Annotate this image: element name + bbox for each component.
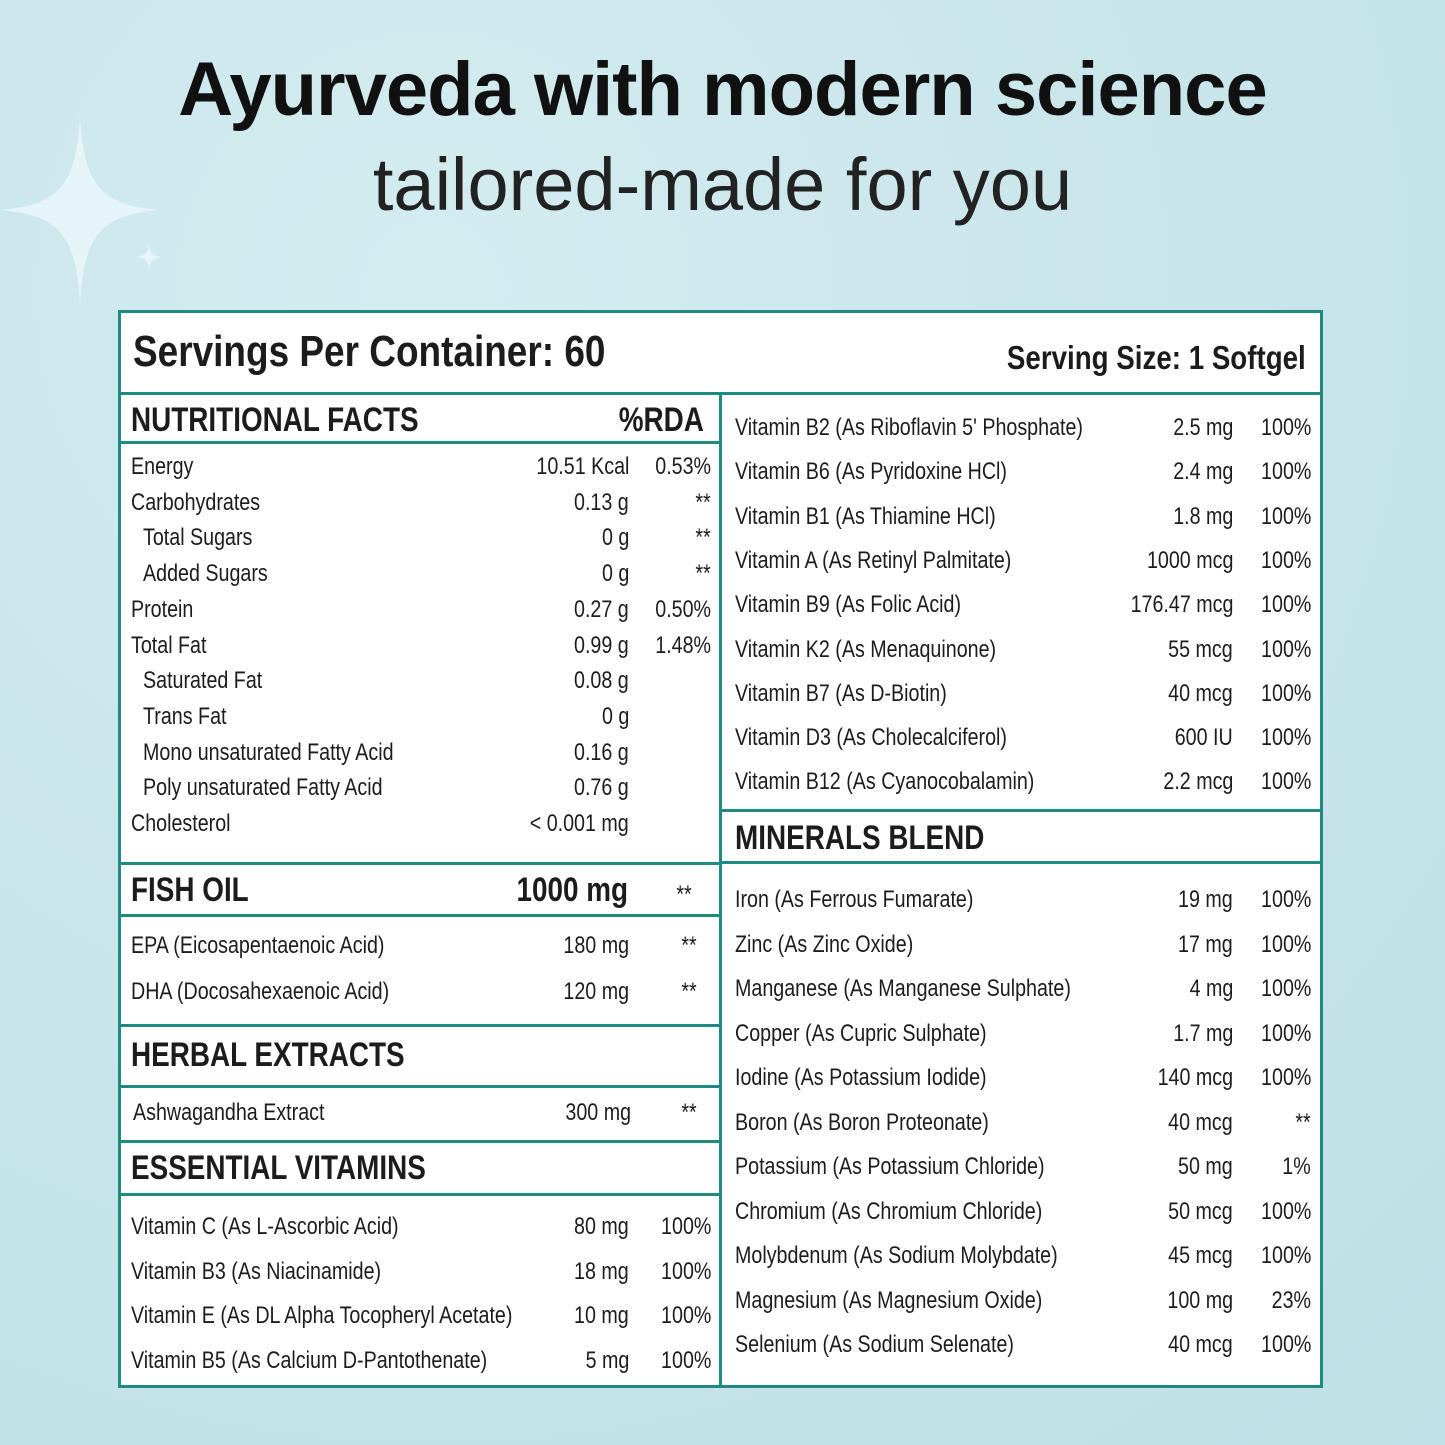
row-amount: 55 mcg [1168,635,1233,663]
row-amount: 10.51 Kcal [535,453,629,480]
row-amount: 2.5 mg [1172,414,1233,441]
table-row [131,524,711,560]
row-rda: 23% [1271,1286,1311,1314]
divider [121,1140,719,1143]
row-rda: 100% [1260,679,1311,707]
row-name: Protein [131,595,194,623]
row-name: Mono unsaturated Fatty Acid [143,738,394,766]
sparkle-small-icon [136,244,162,270]
row-amount: 120 mg [563,978,629,1005]
row-amount: 0.16 g [574,738,629,766]
row-rda: 100% [1260,635,1311,663]
table-row [131,739,711,775]
row-name: Saturated Fat [143,667,263,695]
supplement-facts-panel [118,310,1323,1388]
row-name: Vitamin B3 (As Niacinamide) [131,1257,382,1285]
serving-size: Serving Size: 1 Softgel [1007,339,1306,376]
servings-per-container: Servings Per Container: 60 [133,327,606,376]
table-row [735,768,1311,804]
row-name: Ashwagandha Extract [133,1099,325,1126]
table-row [131,1302,711,1338]
row-amount: 80 mg [574,1213,629,1240]
row-amount: 50 mcg [1168,1197,1233,1225]
table-row [131,489,711,525]
row-amount: 40 mcg [1168,1108,1233,1136]
table-row [735,724,1311,760]
divider [121,1024,719,1027]
row-rda: 100% [1260,1019,1311,1047]
divider [121,441,719,444]
table-row [131,978,711,1014]
table-row [735,636,1311,672]
table-row [735,1020,1311,1056]
table-row [131,810,711,846]
row-name: Vitamin B6 (As Pyridoxine HCl) [735,458,1007,486]
row-amount: 140 mcg [1157,1064,1233,1091]
table-row [735,680,1311,716]
column-divider [719,395,722,1388]
row-rda: 100% [1260,886,1311,913]
row-rda: 1% [1282,1153,1311,1180]
table-row [735,886,1311,922]
divider [722,809,1323,812]
table-row [131,596,711,632]
row-rda: 100% [1260,930,1311,958]
row-amount: < 0.001 mg [529,810,629,837]
row-rda: 100% [1260,1197,1311,1225]
row-amount: 2.2 mcg [1162,768,1233,796]
row-name: Zinc (As Zinc Oxide) [735,930,914,958]
row-rda: 100% [1260,724,1311,752]
row-name: Vitamin E (As DL Alpha Tocopheryl Acetate) [131,1302,513,1330]
row-name: Iron (As Ferrous Fumarate) [735,886,974,913]
row-name: Manganese (As Manganese Sulphate) [735,975,1071,1002]
row-name: Vitamin C (As L-Ascorbic Acid) [131,1213,399,1240]
row-amount: 2.4 mg [1172,458,1233,486]
table-row [131,932,711,968]
row-amount: 0 g [601,560,629,588]
row-amount: 5 mg [585,1347,629,1375]
row-name: Poly unsaturated Fatty Acid [143,774,383,802]
divider [121,1085,719,1088]
table-row [735,1198,1311,1234]
row-rda: 100% [1260,768,1311,796]
table-row [735,1242,1311,1278]
subheadline: tailored-made for you [372,143,1073,226]
divider [121,862,719,865]
table-row [735,1064,1311,1100]
table-row [131,1347,711,1383]
row-amount: 45 mcg [1168,1242,1233,1269]
row-name: Vitamin B7 (As D-Biotin) [735,679,947,707]
row-amount: 0.13 g [574,488,629,516]
table-row [131,1258,711,1294]
row-amount: 1.8 mg [1172,502,1233,530]
table-row [735,1109,1311,1145]
row-name: Carbohydrates [131,488,261,516]
table-row [131,703,711,739]
table-row [131,632,711,668]
row-amount: 50 mg [1178,1153,1233,1180]
row-amount: 600 IU [1175,724,1233,752]
row-rda: 0.53% [655,453,711,480]
row-amount: 19 mg [1178,886,1233,913]
herbal-extracts-title: HERBAL EXTRACTS [131,1036,405,1074]
row-name: Vitamin K2 (As Menaquinone) [735,635,997,663]
nutritional-facts-title: NUTRITIONAL FACTS [131,401,419,439]
table-row [735,931,1311,967]
row-name: Added Sugars [143,560,268,588]
table-row [735,1331,1311,1367]
divider [121,914,719,917]
table-row [735,458,1311,494]
row-rda: 100% [660,1213,711,1240]
row-name: Chromium (As Chromium Chloride) [735,1197,1043,1225]
row-rda: 100% [1260,458,1311,486]
row-name: Vitamin B2 (As Riboflavin 5' Phosphate) [735,414,1083,441]
row-amount: 18 mg [574,1257,629,1285]
row-amount: 0.27 g [574,595,629,623]
row-amount: 0.76 g [574,774,629,802]
row-rda: ** [695,560,711,588]
row-name: Magnesium (As Magnesium Oxide) [735,1286,1043,1314]
headline: Ayurveda with modern science [178,47,1267,132]
row-name: Cholesterol [131,810,231,837]
row-rda: 0.50% [655,595,711,623]
minerals-blend-title: MINERALS BLEND [735,819,985,857]
table-row [735,1287,1311,1323]
row-rda: 100% [1260,502,1311,530]
row-rda: ** [1295,1108,1311,1136]
row-name: Vitamin B1 (As Thiamine HCl) [735,502,996,530]
row-name: Vitamin B9 (As Folic Acid) [735,591,962,619]
row-amount: 0 g [601,524,629,552]
row-rda: 100% [1260,975,1311,1002]
row-rda: 100% [660,1302,711,1330]
row-name: EPA (Eicosapentaenoic Acid) [131,932,385,959]
essential-vitamins-title: ESSENTIAL VITAMINS [131,1149,426,1187]
row-amount: 1.7 mg [1172,1019,1233,1047]
row-name: Total Sugars [143,524,253,552]
table-row [131,560,711,596]
divider [121,1193,719,1196]
table-row [735,591,1311,627]
row-rda: 100% [1260,1242,1311,1269]
row-rda: 100% [660,1257,711,1285]
servings-row [121,313,1320,395]
row-rda: 100% [1260,546,1311,574]
row-amount: 0.99 g [574,631,629,659]
row-rda: 100% [1260,414,1311,441]
table-row [735,547,1311,583]
row-name: Selenium (As Sodium Selenate) [735,1331,1014,1358]
table-row [735,1153,1311,1189]
row-name: Vitamin D3 (As Cholecalciferol) [735,724,1007,752]
row-amount: 40 mcg [1168,679,1233,707]
row-name: Trans Fat [143,702,227,730]
table-row [133,1099,711,1135]
row-name: Total Fat [131,631,207,659]
row-amount: 100 mg [1167,1286,1233,1314]
row-amount: 300 mg [565,1099,631,1126]
table-row [131,774,711,810]
row-name: Copper (As Cupric Sulphate) [735,1019,987,1047]
row-amount: 10 mg [574,1302,629,1330]
row-amount: 17 mg [1178,930,1233,958]
row-amount: 0.08 g [574,667,629,695]
row-rda: 100% [1260,1331,1311,1358]
row-name: Energy [131,453,194,480]
row-amount: 0 g [601,702,629,730]
row-name: Boron (As Boron Proteonate) [735,1108,989,1136]
divider [722,861,1323,864]
row-amount: 40 mcg [1168,1331,1233,1358]
table-row [131,453,711,489]
row-rda: 100% [1260,591,1311,619]
row-rda: 100% [1260,1064,1311,1091]
table-row [735,503,1311,539]
row-rda: 100% [660,1347,711,1375]
row-name: DHA (Docosahexaenoic Acid) [131,978,390,1005]
row-amount: 4 mg [1189,975,1233,1002]
row-name: Vitamin B12 (As Cyanocobalamin) [735,768,1035,796]
row-name: Molybdenum (As Sodium Molybdate) [735,1242,1058,1269]
row-rda: ** [695,524,711,552]
table-row [735,975,1311,1011]
row-name: Iodine (As Potassium Iodide) [735,1064,987,1091]
row-amount: 180 mg [563,932,629,959]
fish-oil-rda: ** [676,881,692,908]
row-rda: ** [681,1099,697,1126]
fish-oil-title: FISH OIL [131,871,249,909]
row-name: Vitamin B5 (As Calcium D-Pantothenate) [131,1347,488,1375]
row-rda: ** [681,978,697,1005]
table-row [735,414,1311,450]
row-amount: 176.47 mcg [1130,591,1233,619]
row-rda: ** [695,488,711,516]
row-rda: ** [681,932,697,959]
row-name: Potassium (As Potassium Chloride) [735,1153,1045,1180]
row-rda: 1.48% [655,631,711,659]
rda-label: %RDA [618,401,704,439]
fish-oil-amount: 1000 mg [516,871,628,909]
row-name: Vitamin A (As Retinyl Palmitate) [735,546,1012,574]
row-amount: 1000 mcg [1146,546,1233,574]
table-row [131,1213,711,1249]
table-row [131,667,711,703]
